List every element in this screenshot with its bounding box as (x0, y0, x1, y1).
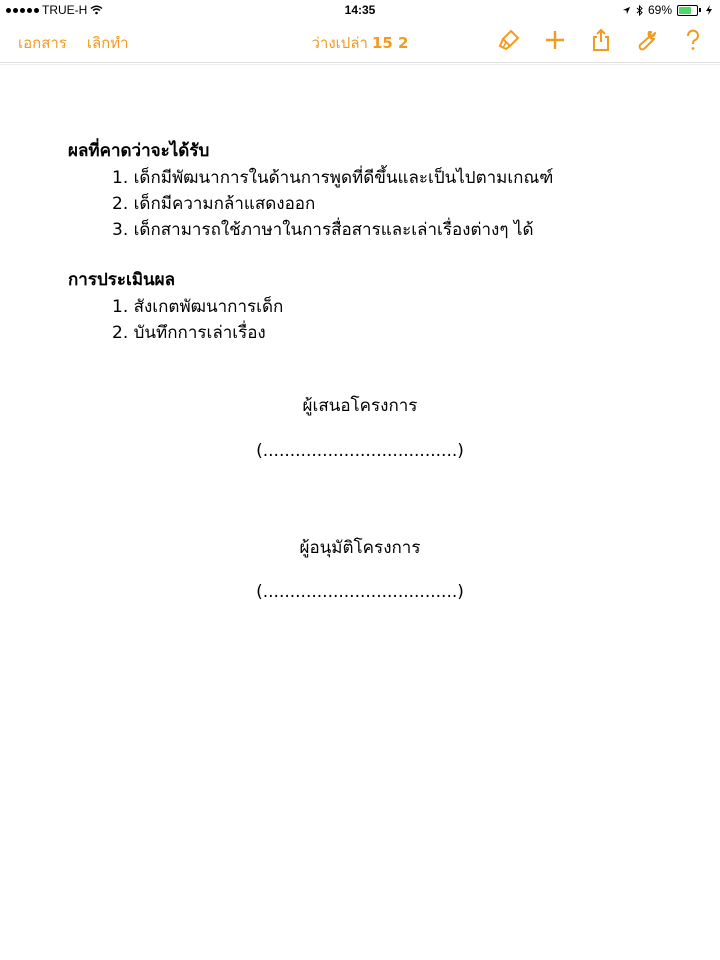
battery-percent: 69% (647, 3, 672, 17)
proposer-signature-line: (....................................) (256, 441, 464, 461)
app-toolbar (0, 20, 720, 62)
expected-result-item: 3. เด็กสามารถใช้ภาษาในการสื่อสารและเล่าเรื่องต่างๆ ได้ (112, 220, 534, 240)
paintbrush-icon (497, 28, 521, 52)
bluetooth-icon (636, 5, 643, 16)
toolbar-divider (0, 62, 720, 63)
wrench-icon (635, 28, 659, 52)
evaluation-item: 2. บันทึกการเล่าเรื่อง (112, 323, 266, 343)
document-page[interactable] (0, 65, 720, 960)
approver-title: ผู้อนุมัติโครงการ (299, 538, 421, 558)
documents-button[interactable]: เอกสาร (18, 34, 67, 52)
format-button[interactable] (496, 27, 522, 53)
status-time: 14:35 (344, 3, 376, 17)
tools-button[interactable] (634, 27, 660, 53)
approver-signature-line: (....................................) (256, 582, 464, 602)
expected-result-item: 2. เด็กมีความกล้าแสดงออก (112, 194, 316, 214)
page-info: 15 2 (371, 34, 409, 52)
evaluation-heading: การประเมินผล (68, 270, 176, 290)
carrier-name: TRUE-H (42, 3, 88, 17)
status-right (622, 3, 712, 17)
document-name: ว่างเปล่า (311, 34, 368, 52)
insert-button[interactable] (542, 27, 568, 53)
proposer-title: ผู้เสนอโครงการ (302, 396, 418, 416)
share-button[interactable] (588, 27, 614, 53)
battery-icon (677, 5, 698, 16)
help-button[interactable] (680, 27, 706, 53)
share-icon (589, 28, 613, 52)
status-bar (0, 0, 720, 20)
location-arrow-icon (622, 6, 631, 15)
plus-icon (543, 28, 567, 52)
charging-icon (706, 5, 712, 15)
evaluation-item: 1. สังเกตพัฒนาการเด็ก (112, 297, 284, 317)
expected-results-heading: ผลที่คาดว่าจะได้รับ (68, 141, 210, 161)
help-icon (681, 28, 705, 52)
undo-button[interactable]: เลิกทำ (86, 34, 129, 52)
expected-result-item: 1. เด็กมีพัฒนาการในด้านการพูดที่ดีขึ้นและเป็นไปตามเกณฑ์ (112, 168, 554, 188)
